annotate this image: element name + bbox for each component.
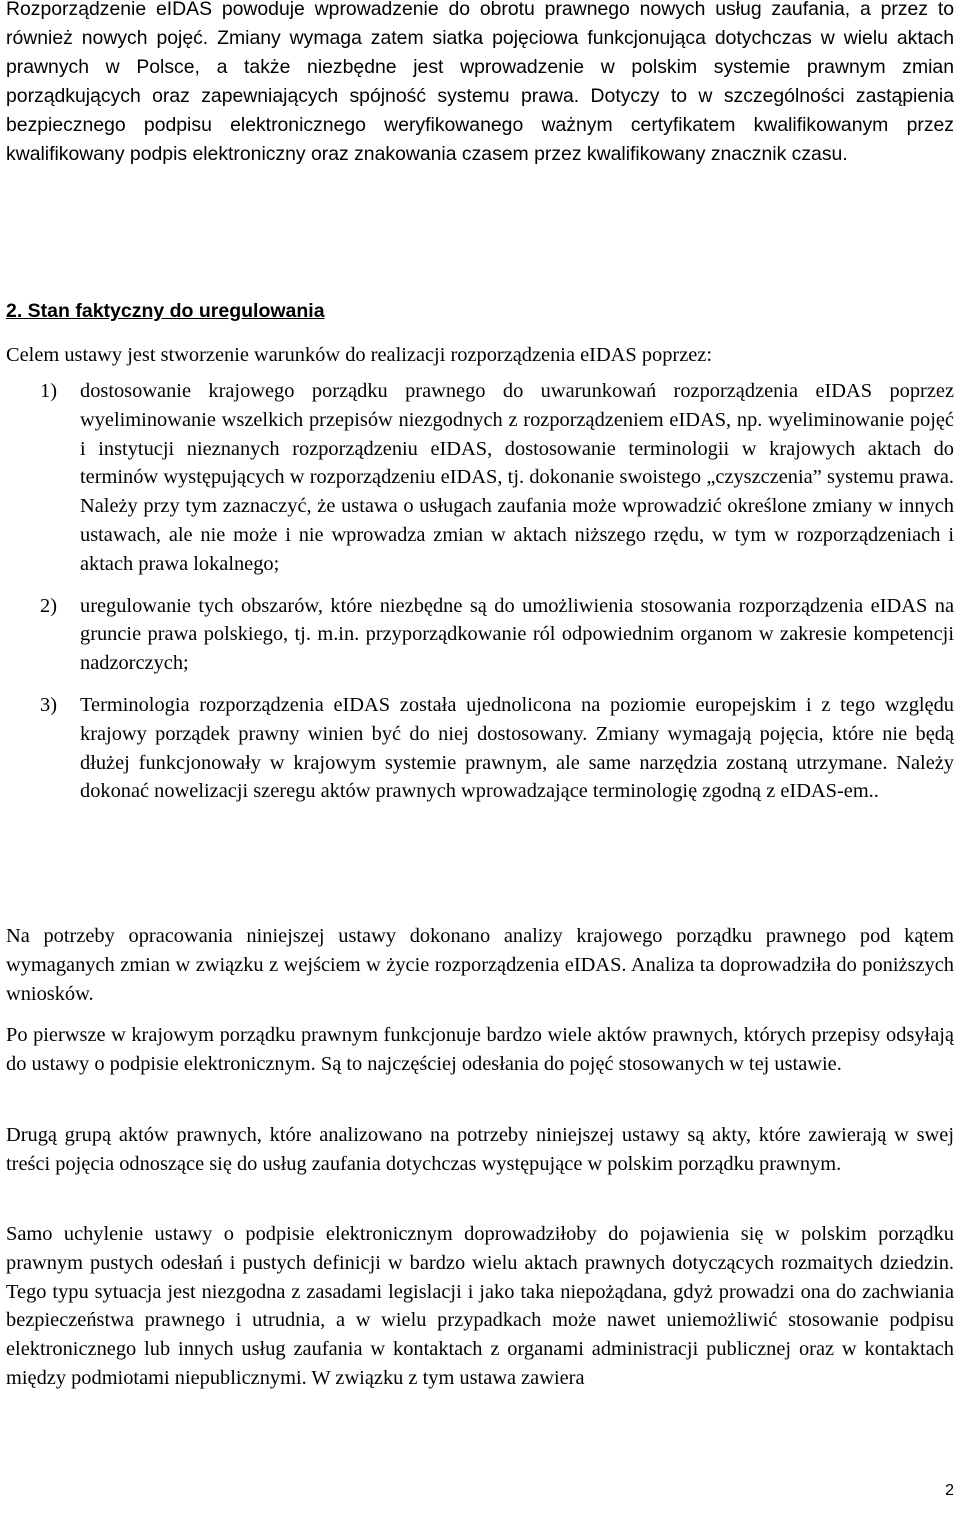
page-number: 2 [945,1482,954,1499]
goal-text: Terminologia rozporządzenia eIDAS została ujednolicona na poziomie europejskim i z tego względu krajowy porządek prawny winien być do niej dostosowany. Zmiany wymagają pojęcia, które nie będą dłużej funkcjonowały w krajowym systemie prawnym, ale same narzędzia zostaną utrzymane. Należy dokonać nowelizacji szeregu aktów prawnych wprowadzające terminologię zgodną z eIDAS-em.. [80,693,954,803]
body-paragraph: Na potrzeby opracowania niniejszej ustawy dokonano analizy krajowego porządku prawnego pod kątem wymaganych zmian w związku z wejściem w życie rozporządzenia eIDAS. Analiza ta doprowadziła do poniższych wniosków. [6,925,954,1005]
goal-text: uregulowanie tych obszarów, które niezbędne są do umożliwienia stosowania rozporządzenia eIDAS na gruncie prawa polskiego, tj. m.in. przyporządkowanie ról odpowiednim organom w zakresie kompetencji nadzorczych; [80,594,954,675]
goal-number: 3) [40,693,57,716]
goal-item [6,691,954,806]
goal-item [6,377,954,579]
section-heading: 2. Stan faktyczny do uregulowania [6,300,325,322]
body-paragraph: Drugą grupą aktów prawnych, które analizowano na potrzeby niniejszej ustawy są akty, które zawierają w swej treści pojęcia odnoszące się do usług zaufania dotychczas występujące w polskim porządku prawnym. [6,1124,954,1175]
intro-paragraph: Rozporządzenie eIDAS powoduje wprowadzenie do obrotu prawnego nowych usług zaufania, a przez to również nowych pojęć. Zmiany wymaga zatem siatka pojęciowa funkcjonująca dotychczas w wielu aktach prawnych w Polsce, a także niezbędne jest wprowadzenie w polskim systemie prawnym zmian porządkujących oraz zapewniających spójność systemu prawa. Dotyczy to w szczególności zastąpienia bezpiecznego podpisu elektronicznego weryfikowanego ważnym certyfikatem kwalifikowanym przez kwalifikowany podpis elektroniczny oraz znakowania czasem przez kwalifikowany znacznik czasu. [6,0,954,166]
goals-list [6,377,954,819]
goal-text: dostosowanie krajowego porządku prawnego do uwarunkowań rozporządzenia eIDAS poprzez wyeliminowanie wszelkich przepisów niezgodnych z rozporządzeniem eIDAS, np. wyeliminowanie pojęć i instytucji nieznanych rozporządzeniu eIDAS, dostosowanie terminologii w krajowych aktach do terminów występujących w rozporządzeniu eIDAS, tj. dokonanie swoistego „czyszczenia” systemu prawa. Należy przy tym zaznaczyć, że ustawa o usługach zaufania może wprowadzić określone zmiany w innych ustawach, ale nie może i nie wprowadza zmian w aktach niższego rzędu, w tym w rozporządzeniach i aktach prawa lokalnego; [80,380,954,575]
goal-number: 2) [40,594,57,617]
goal-number: 1) [40,380,57,402]
body-paragraph: Po pierwsze w krajowym porządku prawnym funkcjonuje bardzo wiele aktów prawnych, których przepisy odsyłają do ustawy o podpisie elektronicznym. Są to najczęściej odesłania do pojęć stosowanych w tej ustawie. [6,1024,954,1075]
goal-item [6,592,954,678]
body-paragraph: Samo uchylenie ustawy o podpisie elektronicznym doprowadziłoby do pojawienia się w polskim porządku prawnym pustych odesłań i pustych definicji w bardzo wielu aktach prawnych dotyczących rozmaitych dziedzin. Tego typu sytuacja jest niezgodna z zasadami legislacji i jako taka niepożądana, gdyż prowadzi ona do zachwiania bezpieczeństwa prawnego i utrudnia, a w wielu przypadkach może nawet uniemożliwić stosowanie podpisu elektronicznego lub innych usług zaufania w kontaktach z organami administracji publicznej oraz w kontaktach między podmiotami niepublicznymi. W związku z tym ustawa zawiera [6,1223,954,1389]
purpose-paragraph: Celem ustawy jest stworzenie warunków do realizacji rozporządzenia eIDAS poprzez: [6,344,713,366]
